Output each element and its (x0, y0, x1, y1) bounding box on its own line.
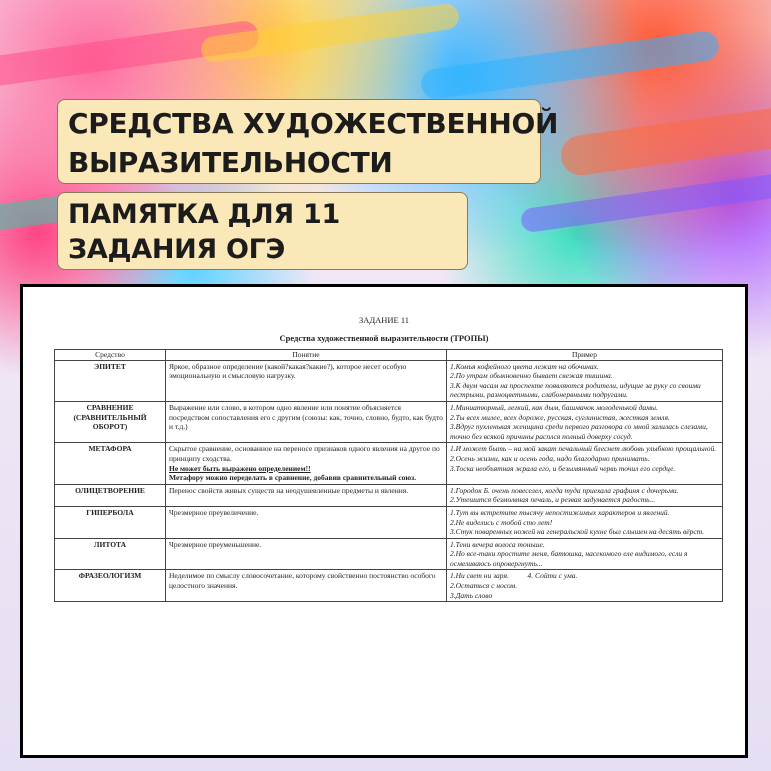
example-cell (447, 401, 723, 442)
paint-streak (520, 171, 771, 234)
definition-text: Чрезмерное преувеличение. (169, 507, 259, 517)
subtitle-line: ПАМЯТКА ДЛЯ 11 (68, 199, 340, 230)
table-row (55, 443, 723, 484)
column-header: Пример (447, 350, 723, 361)
definition-cell (166, 506, 447, 538)
example-cell (447, 538, 723, 570)
example-text: 2.Осень жизни, как и осень года, надо благодарно принимать. (450, 453, 650, 463)
definition-text: Неделимое по смыслу словосочетание, которому свойственно постоянство особого целостного значения. (169, 571, 436, 591)
task-number: ЗАДАНИЕ 11 (358, 315, 410, 325)
definition-cell (166, 538, 447, 570)
term-cell: ОЛИЦЕТВОРЕНИЕ (55, 484, 166, 506)
table-row (55, 484, 723, 506)
definition-cell (166, 401, 447, 442)
definition-cell (166, 443, 447, 484)
definition-cell (166, 360, 447, 401)
example-text: 2.По утрам обыкновенно бывает свежая тишина. (450, 371, 613, 381)
column-header: Понятие (166, 350, 447, 361)
term-cell: ЛИТОТА (55, 538, 166, 570)
main-title (57, 99, 559, 184)
table-header-row (55, 350, 723, 361)
subtitle-line: ЗАДАНИЯ ОГЭ (68, 234, 286, 265)
example-text: 3.Дать слово (450, 590, 493, 600)
example-text: 2.Не виделись с тобой сто лет! (450, 517, 553, 527)
definition-text: Выражение или слово, в котором одно явление или понятие объясняется посредством сопоставления его с другим (союзы: как, точно, словно, будто, как будто и т.д.) (169, 402, 443, 432)
term-cell: ГИПЕРБОЛА (55, 506, 166, 538)
example-cell (447, 360, 723, 401)
table-row (55, 538, 723, 570)
example-text: 1.Комья кофейного цвета лежат на обочинах. (450, 361, 599, 371)
column-header: Средство (55, 350, 166, 361)
term-cell: ФРАЗЕОЛОГИЗМ (55, 570, 166, 602)
definition-cell (166, 570, 447, 602)
main-title-line: СРЕДСТВА ХУДОЖЕСТВЕННОЙ (68, 107, 559, 140)
table-row (55, 401, 723, 442)
subtitle (57, 192, 468, 270)
example-cell (447, 570, 723, 602)
example-text: 3.Тоска необъятная жрала его, и безымянный червь точил его сердце. (450, 463, 676, 473)
example-text: 2.Но все-таки простите меня, батюшка, насекомого еле видимого, если я осмеливаюсь опровергнуть... (450, 549, 688, 568)
example-text: 1.Тени вечера волоса тоньше. (450, 539, 545, 549)
example-text: 3.Стук поваренных ножей на генеральской кухне был слышен на десять вёрст. (450, 527, 705, 537)
main-title-line: ВЫРАЗИТЕЛЬНОСТИ (68, 146, 393, 179)
example-text: 1.Тут вы встретите тысячу непостижимых характеров и явлений. (450, 507, 670, 517)
term-cell: СРАВНЕНИЕ (СРАВНИТЕЛЬНЫЙ ОБОРОТ) (55, 401, 166, 442)
example-text: 1.Миниатюрный, легкий, как дым, башмачок молоденькой дамы. (450, 402, 658, 412)
paint-streak (199, 2, 460, 64)
paint-streak (419, 29, 720, 100)
definition-text: Яркое, образное определение (какой?какая?какие?), которое несет особую эмоциональную и смысловую нагрузку. (169, 361, 407, 381)
example-text: 1.Ни свет ни заря. 4. Сойти с ума. (450, 571, 578, 581)
term-cell: ЭПИТЕТ (55, 360, 166, 401)
example-text: 3.К двум часам на проспекте появляются родители, идущие за руку со своими пестрыми, разноцветными, слабонервными подругами. (450, 380, 701, 400)
memo-document (20, 284, 748, 758)
tropes-table (54, 349, 723, 602)
table-row (55, 360, 723, 401)
definition-warning: Не может быть выражено определением!! (169, 463, 311, 473)
definition-note: Метафору можно переделать в сравнение, добавив сравнительный союз. (169, 473, 417, 483)
document-title: Средства художественной выразительности (ТРОПЫ) (279, 333, 489, 343)
example-text: 3.Вдруг пухленькая женщина среди первого разговора со мной залилась слезами, точно без всякой причины расплся полный доверху сосуд. (450, 422, 708, 441)
paint-streak (558, 102, 771, 178)
example-text: 1.И может быть – на мой закат печальный блеснет любовь улыбкою прощальной. (450, 444, 717, 454)
table-row (55, 570, 723, 602)
example-text: 1.Городок Б. очень повеселел, когда туда приехала графиня с дочерьми. (450, 485, 679, 495)
definition-cell (166, 484, 447, 506)
example-text: 2.Ты всех милее, всех дороже, русская, суглинистая, жесткая земля. (450, 412, 670, 422)
term-cell: МЕТАФОРА (55, 443, 166, 484)
definition-text: Перенос свойств живых существ на неодушевленные предметы и явления. (169, 485, 409, 495)
example-text: 2.Утешится безмолвная печаль, и резвая задумается радость... (450, 495, 656, 505)
example-cell (447, 506, 723, 538)
table-row (55, 506, 723, 538)
example-text: 2.Остаться с носом. (450, 581, 518, 591)
example-cell (447, 443, 723, 484)
example-cell (447, 484, 723, 506)
definition-text: Чрезмерное преуменьшение. (169, 539, 262, 549)
definition-text: Скрытое сравнение, основанное на переносе признаков одного явления на другое по принципу сходства. (169, 444, 440, 463)
